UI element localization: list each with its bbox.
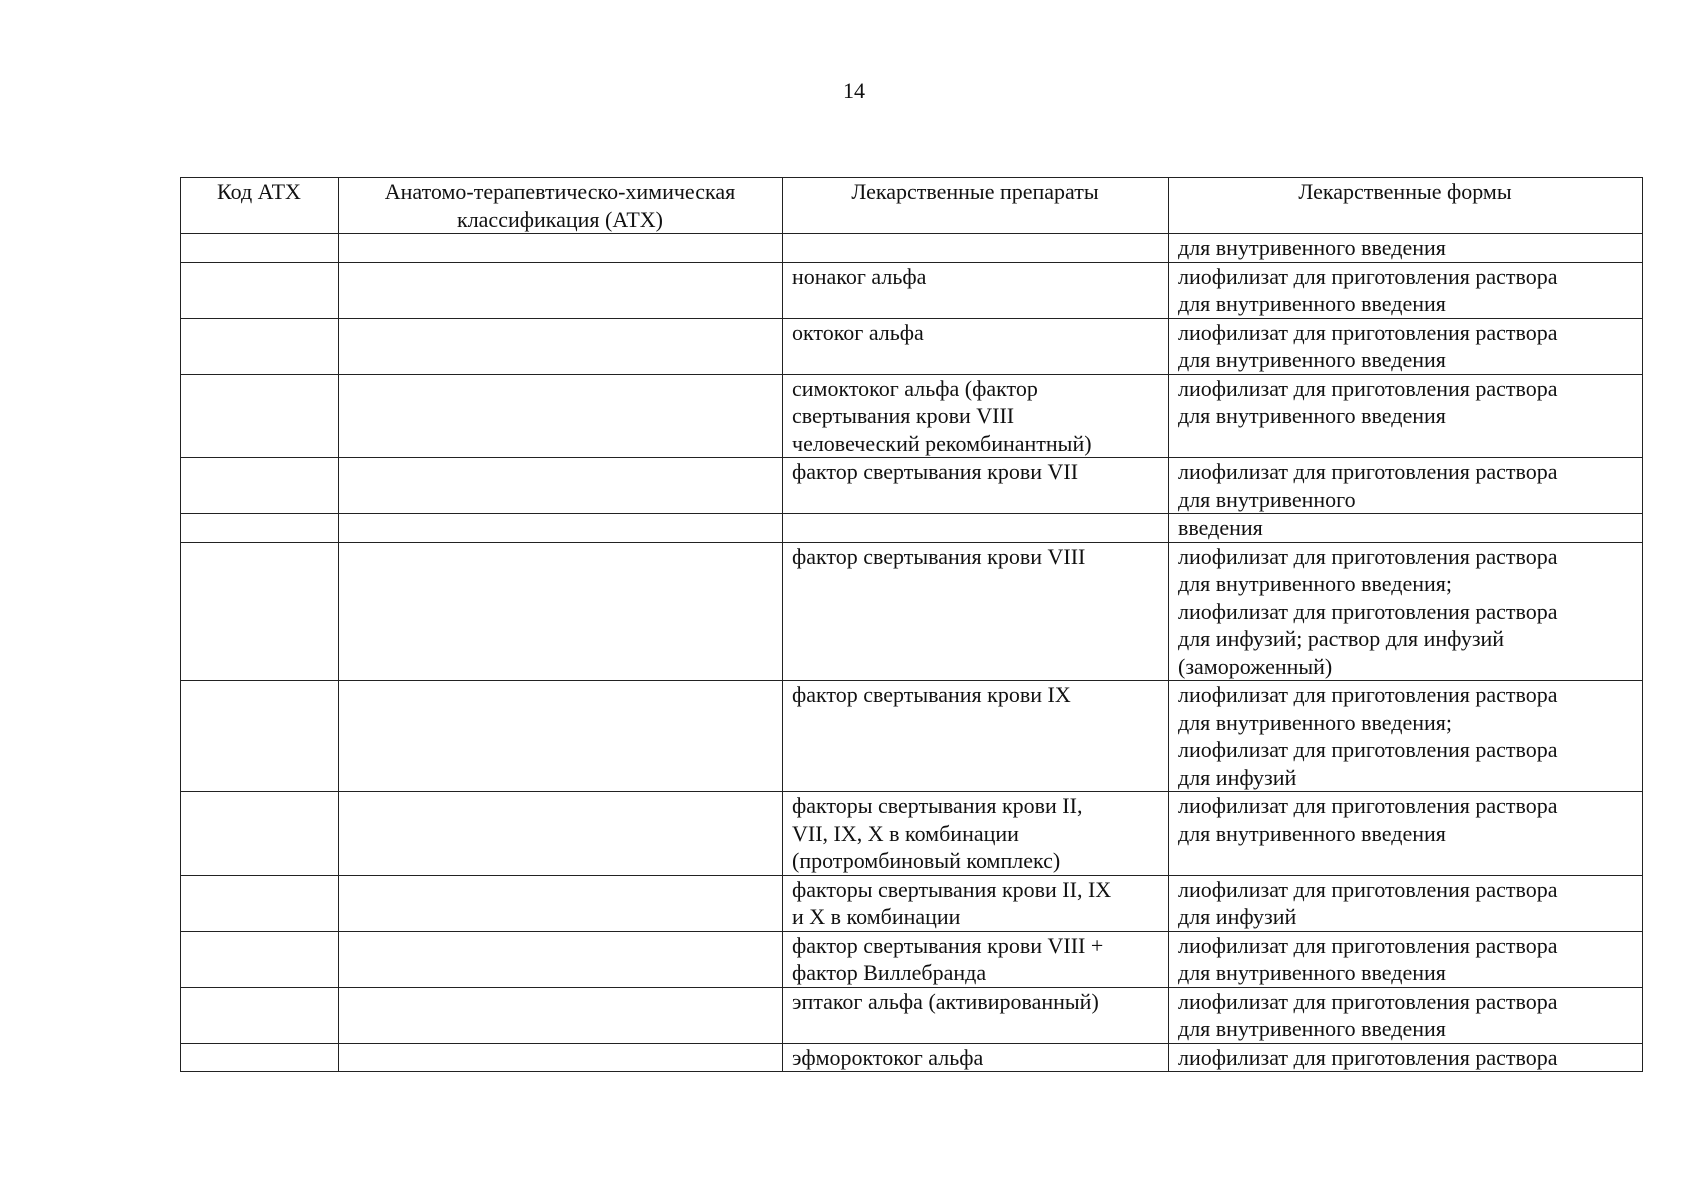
table-row xyxy=(181,875,1643,931)
cell-atc xyxy=(339,681,783,792)
cell-atc xyxy=(339,875,783,931)
cell-form: лиофилизат для приготовления раствора xyxy=(1169,1043,1643,1072)
cell-code xyxy=(181,875,339,931)
table-row xyxy=(181,458,1643,514)
table-row xyxy=(181,792,1643,876)
cell-drug: факторы свертывания крови II, VII, IX, X в комбинации (протромбиновый комплекс) xyxy=(783,792,1169,876)
table-header xyxy=(181,178,1643,234)
page-number: 14 xyxy=(843,78,865,103)
table-row xyxy=(181,987,1643,1043)
header-form: Лекарственные формы xyxy=(1169,178,1643,234)
cell-atc xyxy=(339,458,783,514)
cell-drug: факторы свертывания крови II, IX и X в комбинации xyxy=(783,875,1169,931)
cell-form: лиофилизат для приготовления раствора для внутривенного введения xyxy=(1169,987,1643,1043)
table-row xyxy=(181,514,1643,543)
cell-atc xyxy=(339,931,783,987)
cell-drug: симоктоког альфа (фактор свертывания крови VIII человеческий рекомбинантный) xyxy=(783,374,1169,458)
cell-atc xyxy=(339,792,783,876)
table-row xyxy=(181,1043,1643,1072)
cell-drug: эфмороктоког альфа xyxy=(783,1043,1169,1072)
cell-atc xyxy=(339,542,783,681)
cell-drug xyxy=(783,234,1169,263)
cell-drug: фактор свертывания крови VII xyxy=(783,458,1169,514)
cell-drug: эптаког альфа (активированный) xyxy=(783,987,1169,1043)
cell-code xyxy=(181,542,339,681)
cell-drug: фактор свертывания крови VIII + фактор Виллебранда xyxy=(783,931,1169,987)
cell-code xyxy=(181,234,339,263)
cell-code xyxy=(181,262,339,318)
cell-code xyxy=(181,374,339,458)
table-row xyxy=(181,318,1643,374)
cell-atc xyxy=(339,374,783,458)
cell-atc xyxy=(339,262,783,318)
table-row xyxy=(181,374,1643,458)
cell-code xyxy=(181,792,339,876)
header-code: Код АТХ xyxy=(181,178,339,234)
cell-drug: октоког альфа xyxy=(783,318,1169,374)
cell-form: лиофилизат для приготовления раствора для внутривенного xyxy=(1169,458,1643,514)
cell-form: лиофилизат для приготовления раствора для инфузий xyxy=(1169,875,1643,931)
cell-drug: фактор свертывания крови IX xyxy=(783,681,1169,792)
cell-code xyxy=(181,1043,339,1072)
cell-code xyxy=(181,318,339,374)
header-row xyxy=(181,178,1643,234)
cell-atc xyxy=(339,234,783,263)
cell-code xyxy=(181,931,339,987)
cell-code xyxy=(181,458,339,514)
table-row xyxy=(181,262,1643,318)
cell-code xyxy=(181,514,339,543)
cell-drug: нонаког альфа xyxy=(783,262,1169,318)
cell-drug xyxy=(783,514,1169,543)
cell-atc xyxy=(339,1043,783,1072)
cell-form: лиофилизат для приготовления раствора для внутривенного введения xyxy=(1169,262,1643,318)
cell-form: лиофилизат для приготовления раствора для внутривенного введения xyxy=(1169,318,1643,374)
cell-atc xyxy=(339,318,783,374)
table-row xyxy=(181,542,1643,681)
drug-table xyxy=(180,177,1643,1072)
header-drug: Лекарственные препараты xyxy=(783,178,1169,234)
cell-form: лиофилизат для приготовления раствора для внутривенного введения; лиофилизат для приготовления раствора для инфузий xyxy=(1169,681,1643,792)
cell-form: лиофилизат для приготовления раствора для внутривенного введения; лиофилизат для приготовления раствора для инфузий; раствор для инфузий (замороженный) xyxy=(1169,542,1643,681)
table-body xyxy=(181,234,1643,1072)
cell-form: для внутривенного введения xyxy=(1169,234,1643,263)
table-row xyxy=(181,234,1643,263)
cell-atc xyxy=(339,514,783,543)
cell-form: лиофилизат для приготовления раствора для внутривенного введения xyxy=(1169,374,1643,458)
cell-form: введения xyxy=(1169,514,1643,543)
table-row xyxy=(181,931,1643,987)
cell-form: лиофилизат для приготовления раствора для внутривенного введения xyxy=(1169,792,1643,876)
header-atc: Анатомо-терапевтическо-химическая классификация (АТХ) xyxy=(339,178,783,234)
cell-atc xyxy=(339,987,783,1043)
cell-form: лиофилизат для приготовления раствора для внутривенного введения xyxy=(1169,931,1643,987)
cell-code xyxy=(181,681,339,792)
cell-drug: фактор свертывания крови VIII xyxy=(783,542,1169,681)
table-row xyxy=(181,681,1643,792)
cell-code xyxy=(181,987,339,1043)
